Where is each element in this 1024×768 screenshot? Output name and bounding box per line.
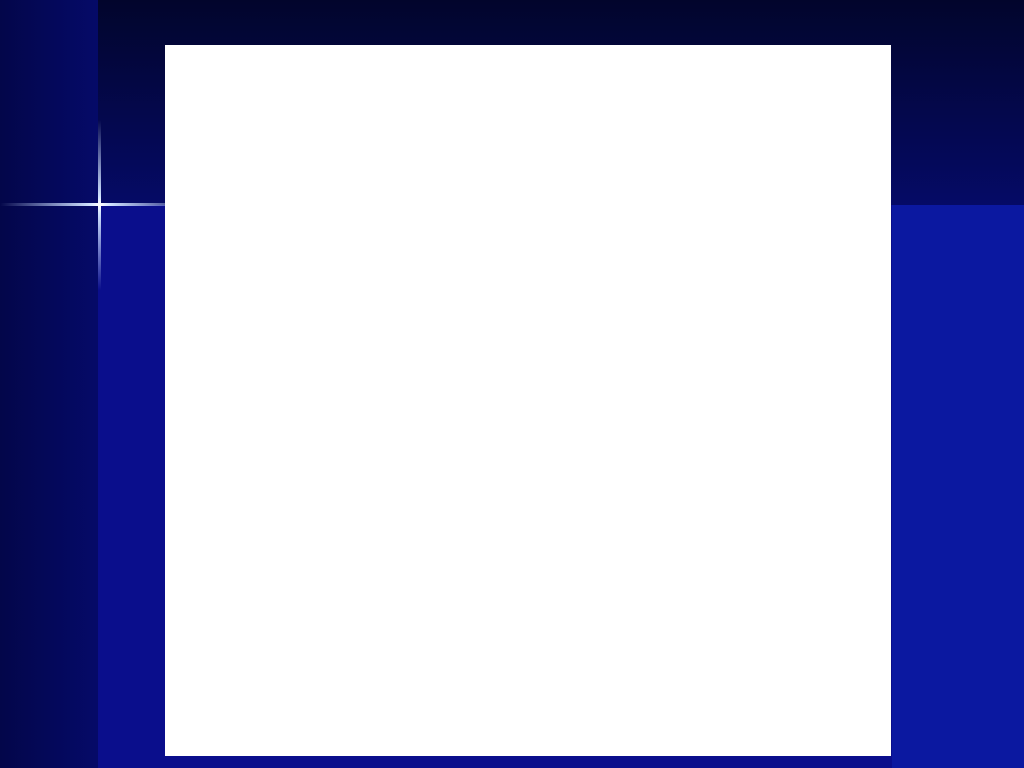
erp-topographic-maps — [165, 45, 891, 756]
erp-figure-panel — [165, 45, 891, 756]
background-right-block — [892, 205, 1024, 768]
sparkle-decoration-vertical — [98, 120, 101, 290]
background-left-band — [0, 0, 98, 768]
